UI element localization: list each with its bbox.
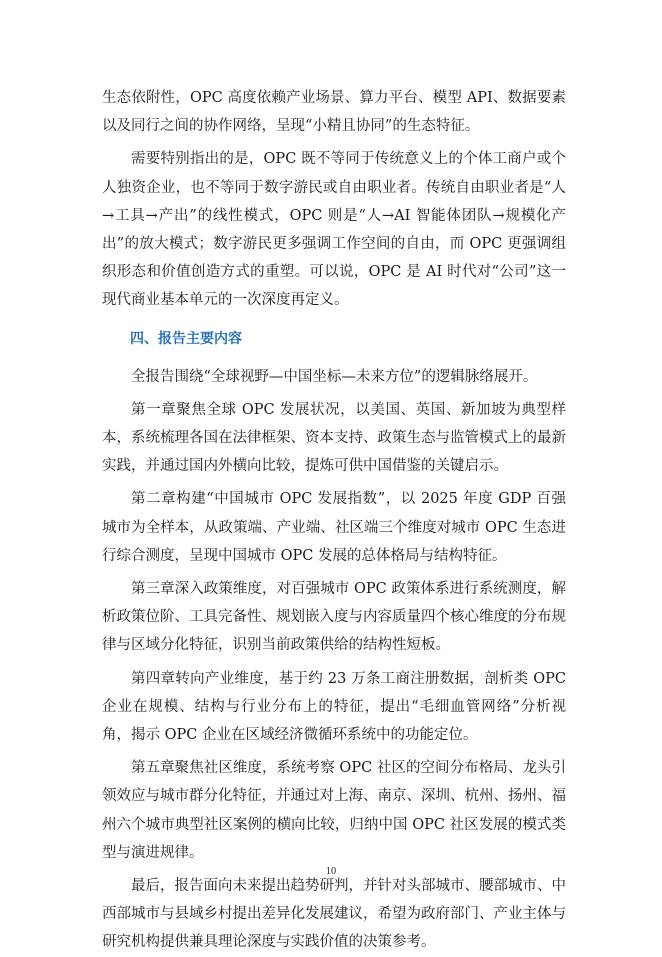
paragraph-chapter-2: 第二章构建“中国城市 OPC 发展指数”，以 2025 年度 GDP 百强城市为全样本，从政策端、产业端、社区端三个维度对城市 OPC 生态进行综合测度，呈现中国城市 OPC 发展的总体格局与结构特征。 xyxy=(102,491,566,564)
paragraph-chapter-1: 第一章聚焦全球 OPC 发展状况，以美国、英国、新加坡为典型样本，系统梳理各国在法律框架、资本支持、政策生态与监管模式上的最新实践，并通过国内外横向比较，提炼可供中国借鉴的关键启示。 xyxy=(102,401,566,475)
paragraph-chapter-5: 第五章聚焦社区维度，系统考察 OPC 社区的空间分布格局、龙头引领效应与城市群分化特征，并通过对上海、南京、深圳、杭州、扬州、福州六个城市典型社区案例的横向比较，归纳中国 OPC 社区发展的模式类型与演进规律。 xyxy=(102,760,566,861)
paragraph-report-overview: 全报告围绕“全球视野—中国坐标—未来方位”的逻辑脉络展开。 xyxy=(131,368,538,385)
page-number: 10 xyxy=(325,866,337,877)
paragraph-opc-distinction: 需要特别指出的是，OPC 既不等同于传统意义上的个体工商户或个人独资企业，也不等同于数字游民或自由职业者。传统自由职业者是“人→工具→产出”的线性模式，OPC 则是“人→AI 智能体团队→规模化产出”的放大模式；数字游民更多强调工作空间的自由，而 OPC 更强调组织形态和价值创造方式的重塑。可以说，OPC 是 AI 时代对“公司”这一现代商业基本单元的一次深度再定义。 xyxy=(102,151,566,309)
paragraph-chapter-3: 第三章深入政策维度，对百强城市 OPC 政策体系进行系统测度，解析政策位阶、工具完备性、规划嵌入度与内容质量四个核心维度的分布规律与区域分化特征，识别当前政策供给的结构性短板。 xyxy=(102,581,566,654)
paragraph-chapter-4: 第四章转向产业维度，基于约 23 万条工商注册数据，剖析类 OPC 企业在规模、结构与行业分布上的特征，提出“毛细血管网络”分析视角，揭示 OPC 企业在区域经济微循环系统中的功能定位。 xyxy=(102,670,566,744)
paragraph-closing: 最后，报告面向未来提出趋势研判，并针对头部城市、腰部城市、中西部城市与县域乡村提出差异化发展建议，希望为政府部门、产业主体与研究机构提供兼具理论深度与实践价值的决策参考。 xyxy=(102,878,566,951)
section-heading: 四、报告主要内容 xyxy=(130,330,242,347)
document-body xyxy=(102,84,566,957)
paragraph-continuation: 生态依附性，OPC 高度依赖产业场景、算力平台、模型 API、数据要素以及同行之间的协作网络，呈现“小精且协同”的生态特征。 xyxy=(102,90,566,135)
